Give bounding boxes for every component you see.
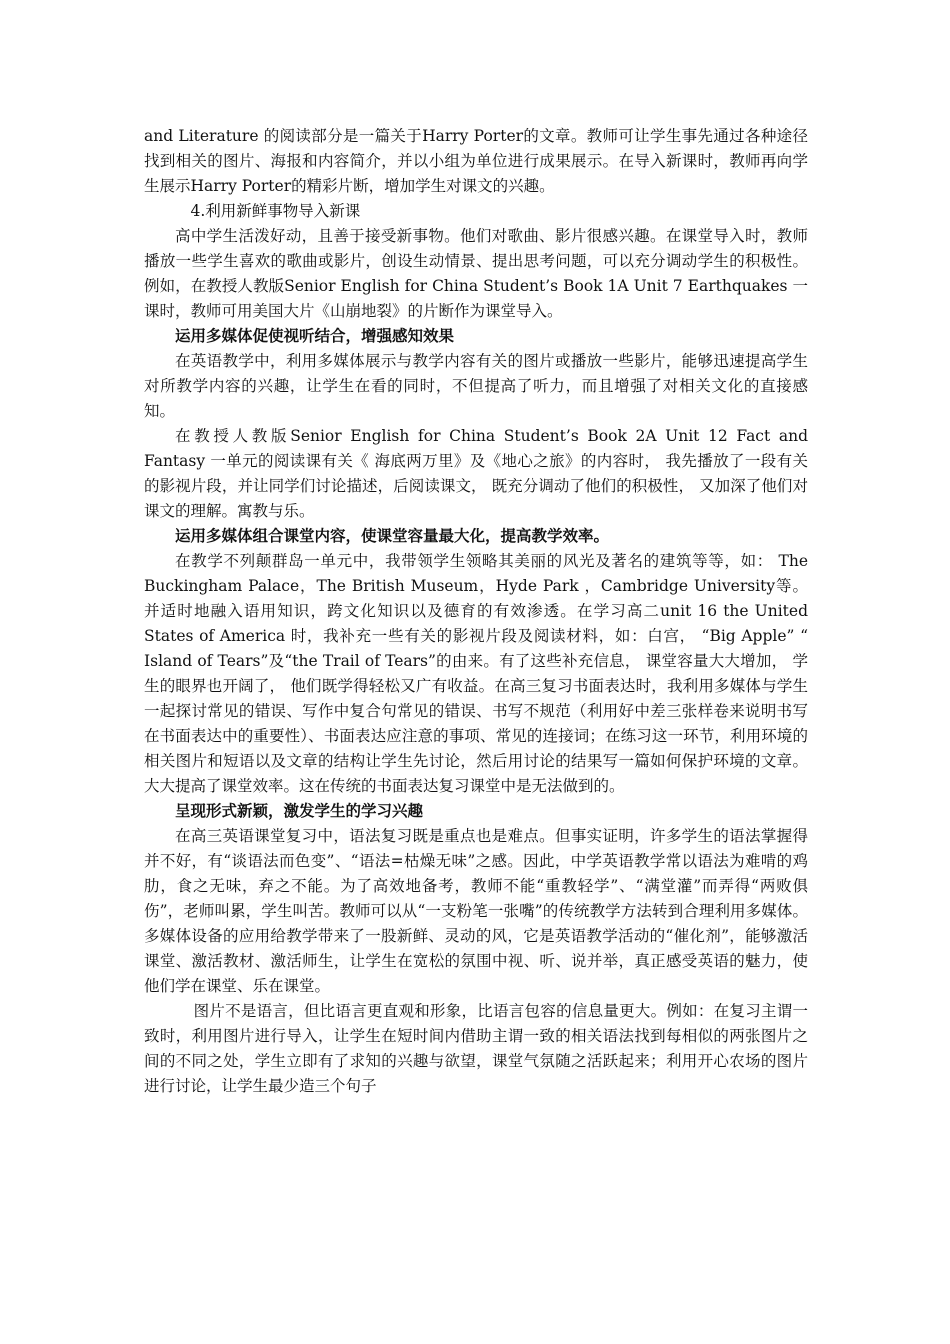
paragraph-british-isles: 在教学不列颠群岛一单元中，我带领学生领略其美丽的风光及著名的建筑等等，如： The Buckingham Palace，The British Museum，Hyde Park ，Cambridge University等。并适时地融入语用知识，跨文化知识以及德育的有效渗透。在学习高二unit 16 the United States of America 时，我补充一些有关的影视片段及阅读材料，如：白宫， “Big Apple” “ Island of Tears”及“the Trail of Tears”的由来。有了这些补充信息， 课堂容量大大增加， 学生的眼界也开阔了， 他们既学得轻松又广有收益。在高三复习书面表达时，我利用多媒体与学生一起探讨常见的错误、写作中复合句常见的错误、书写不规范（利用好中差三张样卷来说明书写在书面表达中的重要性）、书面表达应注意的事项、常见的连接词；在练习这一环节，利用环境的相关图片和短语以及文章的结构让学生先讨论，然后用讨论的结果写一篇如何保护环境的文章。大大提高了课堂效率。这在传统的书面表达复习课堂中是无法做到的。 (144, 552, 808, 795)
heading-class-capacity: 运用多媒体组合课堂内容，使课堂容量最大化，提高教学效率。 (175, 527, 610, 545)
paragraph-pictures: 图片不是语言，但比语言更直观和形象，比语言包容的信息量更大。例如：在复习主谓一致时，利用图片进行导入，让学生在短时间内借助主谓一致的相关语法找到每相似的两张图片之间的不同之处，学生立即有了求知的兴趣与欲望，课堂气氛随之活跃起来；利用开心农场的图片进行讨论，让学生最少造三个句子 (144, 1002, 808, 1095)
heading-novel-presentation: 呈现形式新颖，激发学生的学习兴趣 (175, 802, 424, 820)
paragraph-harry-porter: and Literature 的阅读部分是一篇关于Harry Porter的文章。教师可让学生事先通过各种途径找到相关的图片、海报和内容简介，并以小组为单位进行成果展示。在导入新课时，教师再向学生展示Harry Porter的精彩片断，增加学生对课文的兴趣。 (144, 127, 808, 195)
heading-audio-visual: 运用多媒体促使视听结合，增强感知效果 (175, 327, 455, 345)
paragraph-grammar-review: 在高三英语课堂复习中，语法复习既是重点也是难点。但事实证明，许多学生的语法掌握得并不好，有“谈语法而色变”、“语法=枯燥无味”之感。因此，中学英语教学常以语法为难啃的鸡肋，食之无味，弃之不能。为了高效地备考，教师不能“重教轻学”、“满堂灌”而弄得“两败俱伤”，老师叫累，学生叫苦。教师可以从“一支粉笔一张嘴”的传统教学方法转到合理利用多媒体。多媒体设备的应用给教学带来了一股新鲜、灵动的风，它是英语教学活动的“催化剂”，能够激活课堂、激活教材、激活师生，让学生在宽松的氛围中视、听、说并举，真正感受英语的魅力，使他们学在课堂、乐在课堂。 (144, 827, 808, 995)
paragraph-earthquakes: 高中学生活泼好动，且善于接受新事物。他们对歌曲、影片很感兴趣。在课堂导入时，教师播放一些学生喜欢的歌曲或影片，创设生动情景、提出思考问题，可以充分调动学生的积极性。例如，在教授人教版Senior English for China Student’s Book 1A Unit 7 Earthquakes 一课时，教师可用美国大片《山崩地裂》的片断作为课堂导入。 (144, 227, 808, 320)
paragraph-multimedia-images: 在英语教学中，利用多媒体展示与教学内容有关的图片或播放一些影片，能够迅速提高学生对所教学内容的兴趣，让学生在看的同时，不但提高了听力，而且增强了对相关文化的直接感知。 (144, 352, 808, 420)
document-page (144, 124, 808, 1099)
paragraph-fact-and-fantasy: 在教授人教版Senior English for China Student’s Book 2A Unit 12 Fact and Fantasy 一单元的阅读课有关《 海底两万里》及《地心之旅》的内容时， 我先播放了一段有关的影视片段，并让同学们讨论描述，后阅读课文， 既充分调动了他们的积极性， 又加深了他们对课文的理解。寓教与乐。 (144, 427, 808, 520)
section-title-new-things: 4.利用新鲜事物导入新课 (190, 202, 361, 220)
